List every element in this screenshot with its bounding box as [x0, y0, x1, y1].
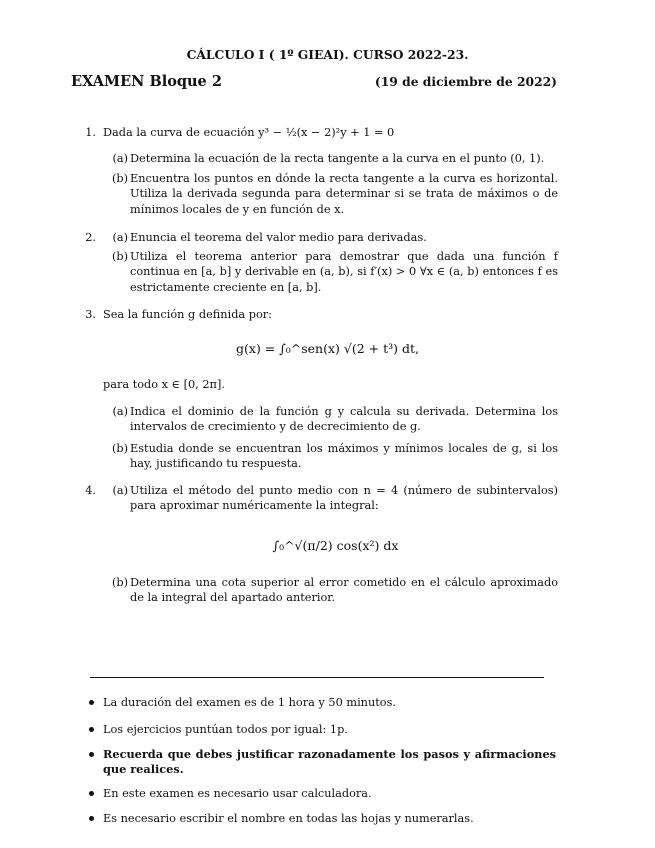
note-duration: La duración del examen es de 1 hora y 50 minutos.: [103, 696, 396, 709]
problem-2b-text: Utiliza el teorema anterior para demostrar que dada una función f continua en [a, b] y derivable en (a, b), si f′(x) > 0 ∀x ∈ (a, b) entonces f es estrictamente creciente en [a, b].: [130, 250, 558, 294]
note-justify: Recuerda que debes justificar razonadamente los pasos y afirmaciones que realices.: [103, 747, 556, 777]
problem-4a: [112, 483, 558, 514]
problem-3a-text: Indica el dominio de la función g y calcula su derivada. Determina los intervalos de crecimiento y de decrecimiento de g.: [130, 405, 558, 434]
problem-3-stem: Sea la función g definida por:: [103, 308, 272, 321]
note-name-pages: Es necesario escribir el nombre en todas las hojas y numerarlas.: [103, 812, 474, 825]
problem-1a-text: Determina la ecuación de la recta tangente a la curva en el punto (0, 1).: [130, 152, 545, 165]
separator-rule: [90, 677, 544, 678]
problem-1a-label: (a): [112, 152, 128, 165]
bullet-icon: [88, 751, 96, 759]
problem-4b-label: (b): [111, 576, 128, 589]
problem-4b: [111, 575, 558, 606]
note-calculator: En este examen es necesario usar calculadora.: [103, 787, 372, 800]
problem-3b-text: Estudia donde se encuentran los máximos y mínimos locales de g, si los hay, justificando tu respuesta.: [130, 442, 558, 471]
problem-3-number: 3.: [85, 308, 96, 321]
bullet-icon: [88, 815, 96, 823]
exam-title: CÁLCULO I ( 1º GIEAI). CURSO 2022-23.: [186, 47, 469, 62]
problem-2b-label: (b): [111, 250, 128, 263]
problem-2-number: 2.: [85, 231, 96, 244]
bullet-icon: [88, 726, 96, 734]
problem-3-formula: g(x) = ∫₀^sen(x) √(2 + t³) dt,: [236, 341, 419, 356]
problem-1-number: 1.: [85, 126, 96, 139]
problem-4a-label: (a): [112, 484, 128, 497]
problem-3b: [111, 441, 558, 472]
problem-2a-label: (a): [112, 231, 128, 244]
problem-3a: [112, 404, 558, 435]
problem-4-number: 4.: [85, 484, 96, 497]
exam-block-label: EXAMEN Bloque 2: [71, 73, 222, 90]
problem-1-stem: Dada la curva de ecuación y³ − ½(x − 2)²y + 1 = 0: [103, 126, 395, 139]
problem-2a-text: Enuncia el teorema del valor medio para derivadas.: [130, 231, 427, 244]
problem-2b: [111, 249, 558, 295]
problem-2a: [112, 230, 558, 245]
bullet-icon: [88, 699, 96, 707]
exam-date: (19 de diciembre de 2022): [374, 74, 557, 89]
problem-1b-label: (b): [111, 172, 128, 185]
problem-1b-text: Encuentra los puntos en dónde la recta tangente a la curva es horizontal. Utiliza la derivada segunda para determinar si se trata de máximos o de mínimos locales de y en función de x.: [130, 172, 558, 216]
problem-1b: [111, 171, 558, 217]
bullet-icon: [88, 790, 96, 798]
problem-3a-label: (a): [112, 405, 128, 418]
note-scoring: Los ejercicios puntúan todos por igual: 1p.: [103, 723, 348, 736]
problem-4b-text: Determina una cota superior al error cometido en el cálculo aproximado de la integral del apartado anterior.: [130, 576, 558, 605]
problem-4-formula: ∫₀^√(π/2) cos(x²) dx: [272, 538, 399, 553]
problem-3-domain: para todo x ∈ [0, 2π].: [103, 378, 225, 391]
problem-4a-text: Utiliza el método del punto medio con n = 4 (número de subintervalos) para aproximar numéricamente la integral:: [130, 484, 558, 513]
problem-1a: [112, 151, 558, 166]
problem-3b-label: (b): [111, 442, 128, 455]
